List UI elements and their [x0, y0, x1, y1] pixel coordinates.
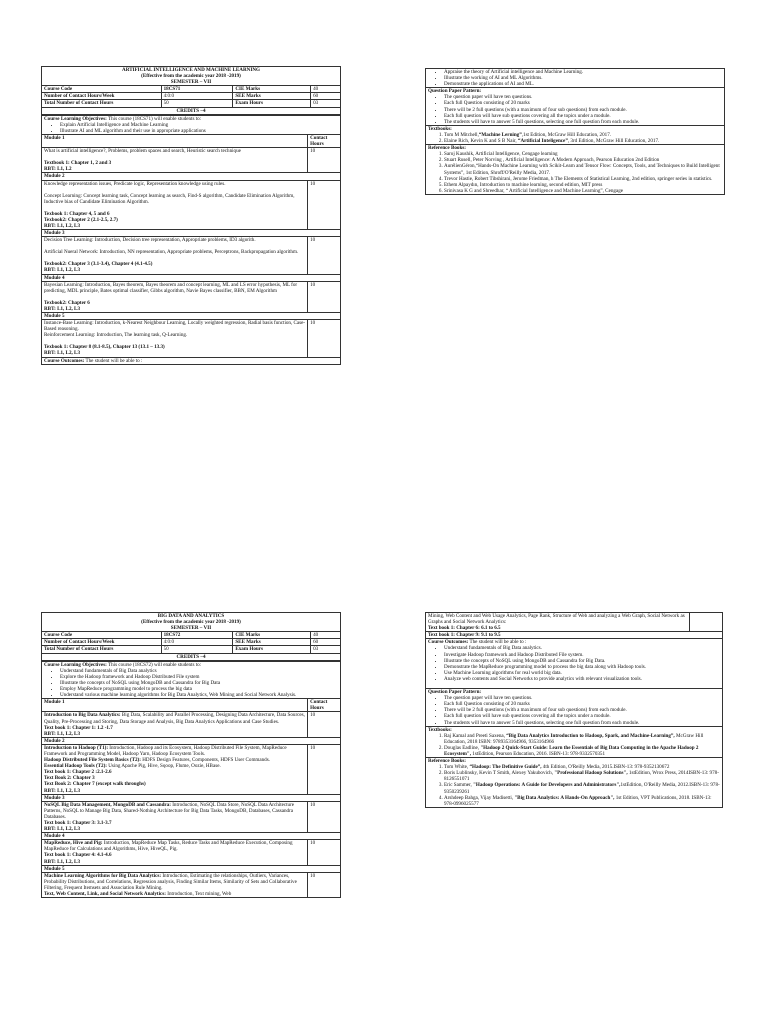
module-content: Instance-Base Learning: Introduction, k-Nearest Neighbour Learning, Locally weighted regression, Radial basis function, Case-Based reasoning.	[44, 320, 306, 333]
module-content: Introduction to Big Data Analytics: Big Data, Scalability and Parallel Processing, Designing Data Architecture, Data Sources, Quality, Pre-Processing and Storing, Data Storage and Analysis, Big Data Analytics Applications and Case Studies.	[44, 712, 305, 725]
module-hours: 10	[308, 180, 341, 230]
module-reference: Texbook 1: Chapter 8 (8.1-8.5), Chapter 13 (13.1 – 13.3)	[44, 344, 165, 351]
ai-textbooks	[426, 125, 725, 144]
outcomes-intro: The student will be able to :	[84, 357, 143, 364]
textbooks-heading: Textbooks:	[428, 726, 452, 733]
ai-course-title-cell	[42, 67, 341, 86]
module-heading: Module 5	[42, 313, 341, 320]
info-value: 03	[311, 646, 341, 653]
objectives-heading: Course Learning Objectives:	[44, 115, 107, 122]
module-heading: Module 1	[42, 134, 308, 147]
module-heading: Module 3	[42, 230, 341, 237]
objectives-intro: This course (18CS72) will enable students to:	[106, 661, 202, 668]
bd-syllabus-continuation	[425, 612, 723, 808]
info-value: 4:0:0	[161, 639, 233, 646]
list-item: • Analyze web contents and Social Networks to provide analytics with relevant visualization tools.	[444, 676, 720, 682]
module-reference: Text book 1: Chapter 9: 9.1 to 9.5	[426, 632, 723, 639]
module-row	[42, 148, 341, 173]
module-hours: 10	[308, 281, 341, 312]
list-item: 5. Ethem Alpaydın, Introduction to machine learning, second edition, MIT press	[444, 182, 722, 188]
module-rbt: RBT: L1, L2	[44, 166, 72, 173]
outcomes-list	[428, 645, 720, 682]
module-heading: Module 2	[42, 173, 341, 180]
question-pattern-list	[428, 695, 720, 725]
list-item: 2. Elaine Rich, Kevin K and S B Nair, “Artificial Inteligence”, 3rd Edition, McGraw Hill Education, 2017.	[444, 138, 722, 144]
list-item: • Illustrate the concepts of NoSQL using MongoDB and Cassandra for Big Data.	[444, 658, 720, 664]
ai-outcomes-heading	[42, 357, 341, 364]
list-item: 4. Trevor Hastie, Robert Tibshirani, Jerome Friedman, h The Elements of Statistical Learning, 2nd edition, springer series in statistics.	[444, 176, 722, 182]
module-hours: 10	[308, 148, 341, 173]
module-rbt: RBT: L1, L2, L3	[44, 787, 80, 794]
module-rbt: RBT: L1, L2, L3	[44, 305, 80, 312]
list-item: 4. Arshdeep Bahga, Vijay Madisetti, "Big Data Analytics: A Hands-On Approach", 1st Edition, VPT Publications, 2018. ISBN-13: 978-0996025577	[444, 795, 720, 807]
module-row	[42, 281, 341, 312]
module-heading: Module 4	[42, 833, 341, 840]
module-rbt: RBT: L1, L2, L3	[44, 267, 80, 274]
info-label: Course Code	[42, 86, 162, 93]
module-content: Introduction to Hadoop (T1): Introduction, Hadoop and its Ecosystem, Hadoop Distributed File System, MapReduce Framework and Programming Model, Hadoop Yarn, Hadoop Ecosystem Tools.	[44, 744, 287, 757]
outcomes-list	[428, 69, 722, 87]
bd-syllabus-page	[41, 612, 341, 1024]
list-item: 3. Eric Sammer, "Hadoop Operations: A Guide for Developers and Administrators",1stEdition, O'Reilly Media, 2012.ISBN-13: 978-9350239261	[444, 782, 720, 794]
objectives-heading: Course Learning Objectives:	[44, 661, 107, 668]
reference-books-heading: Reference Books:	[428, 145, 466, 152]
info-value: 40	[311, 86, 341, 93]
list-item: • The students will have to answer 5 full questions, selecting one full question from each module.	[444, 119, 722, 125]
module-hours: 10	[308, 712, 341, 737]
info-value: 50	[161, 100, 233, 107]
list-item: • Investigate Hadoop framework and Hadoop Distributed File system.	[444, 652, 720, 658]
outcomes-intro: The student will be able to :	[468, 639, 527, 646]
objectives-list	[44, 668, 338, 698]
list-item: 2. Douglas Eadline, "Hadoop 2 Quick-Start Guide: Learn the Essentials of Big Data Computing in the Apache Hadoop 2 Ecosystem", 1stEdition, Pearson Education, 2016. ISBN-13: 978-9332570351	[444, 745, 720, 757]
list-item: • There will be 2 full questions (with a maximum of four sub questions) from each module.	[444, 107, 722, 113]
ai-question-pattern	[426, 88, 725, 126]
list-item: • Demonstrate the MapReduce programming model to process the big data along with Hadoop tools.	[444, 664, 720, 670]
question-pattern-heading: Question Paper Pattern:	[428, 88, 482, 95]
bd-semester: SEMESTER – VII	[170, 625, 212, 632]
info-label: CIE Marks	[233, 632, 311, 639]
module-rbt: RBT: L1, L2, L3	[44, 826, 80, 833]
list-item: 2. Stuart Rusell, Peter Norving , Artificial Intelligence: A Modern Approach, Pearson Education 2nd Edition	[444, 157, 722, 163]
bd-info-row	[42, 632, 341, 639]
module-content: Decision Tree Learning: Introduction, Decision tree representation, Appropriate problems, ID3 algorith.	[44, 237, 256, 244]
info-value: 60	[311, 639, 341, 646]
module-content: Concept Learning: Concept learning task, Concept learning as search, Find-S algorithm, Candidate Elimination Algorithm, Inductive bias of Candidate Elimination Algorithm.	[44, 192, 295, 205]
module-heading: Module 4	[42, 274, 341, 281]
bd-question-pattern	[426, 689, 723, 727]
list-item: • Explain Artificial Intelligence and Machine Learning	[60, 122, 338, 128]
module-row	[42, 320, 341, 357]
list-item: • Demonstrate the applications of AI and ML.	[444, 81, 722, 87]
ai-semester: SEMESTER – VII	[170, 79, 212, 86]
info-value: 03	[311, 100, 341, 107]
list-item: 1. Saroj Kaushik, Artificial Intelligence, Cengage learning	[444, 151, 722, 157]
list-item: 6. Srinivasa K G and Shreedhar, “ Artificial Intelligence and Machine Learning”, Cengage	[444, 188, 722, 194]
info-value: 4:0:0	[161, 93, 233, 100]
module-row	[42, 712, 341, 737]
module-content: Knowledge representation issues, Predicate logic, Representation knowledge using rules.	[44, 180, 226, 187]
module-reference: Text Book 2: Chapter 7 (except walk throughs)	[44, 781, 146, 788]
question-pattern-heading: Question Paper Pattern:	[428, 689, 482, 696]
info-value: 50	[161, 646, 233, 653]
bd-continuation-table	[425, 612, 723, 808]
module-heading: Module 1	[42, 699, 308, 712]
info-label: Total Number of Contact Hours	[42, 646, 162, 653]
ai-info-row	[42, 93, 341, 100]
ai-continuation-table	[425, 68, 725, 195]
module-hours: 10	[308, 237, 341, 274]
module-rbt: RBT: L1, L2, L3	[44, 350, 80, 357]
info-label: Course Code	[42, 632, 162, 639]
module-content: Essential Hadoop Tools (T2): Using Apache Pig, Hive, Sqoop, Flume, Oozie, HBase.	[44, 763, 221, 770]
ai-course-title: ARTIFICIAL INTELLIGENCE AND MACHINE LEARNING	[122, 67, 260, 73]
list-item: 3. AurélienGéron,“Hands-On Machine Learning with Scikit-Learn and Tensor Flow: Concepts, Tools, and Techniques to Build Intelligent Systems”, 1st Edition, Shroff/O'Reilly Media, 2017.	[444, 163, 722, 175]
list-item: • Illustrate the working of AI and ML Algorithms.	[444, 75, 722, 81]
bd-reference-books	[426, 758, 723, 808]
info-label: Number of Contact Hours/Week	[42, 639, 162, 646]
module-reference: Texbook2: Chapter 2 (2.1-2.5, 2.7)	[44, 216, 118, 223]
bd-info-row	[42, 646, 341, 653]
bd-objectives	[42, 661, 341, 699]
module-content: Machine Learning Algorithms for Big Data Analytics: Introduction, Estimating the relationships, Outliers, Variances, Probability Distributions, and Correlations, Regression analysis, Finding Similar Items, Similarity of Sets and Collaborative Filtering, Frequent Itemsets and Association Rule Mining.	[44, 872, 297, 891]
list-item: 1. Raj Kamal and Preeti Saxena, “Big Data Analytics Introduction to Hadoop, Spark, and Machine-Learning”, McGraw Hill Education, 2018 ISBN: 9789353164966, 9353164966	[444, 733, 720, 745]
info-value: 18CS71	[161, 86, 233, 93]
module-content: Hadoop Distributed File System Basics (T2): HDFS Design Features, Components, HDFS User Commands.	[44, 757, 270, 764]
list-item: • Appraise the theory of Artificial intelligence and Machine Learning.	[444, 69, 722, 75]
ai-effective-year: (Effective from the academic year 2018 -2019)	[141, 73, 241, 80]
module-reference: Text book 1: Chapter 4: 4.1-4.6	[44, 852, 112, 859]
bd-info-row	[42, 639, 341, 646]
reference-books-list	[428, 764, 720, 807]
contact-hours-heading: Contact Hours	[308, 699, 341, 712]
info-label: Exam Hours	[233, 100, 311, 107]
module-content: Mining, Web Content and Web Usage Analytics, Page Rank, Structure of Web and analyzing a Web Graph, Social Network as Graphs and Social Network Analytics:	[428, 613, 685, 626]
module-row	[42, 801, 341, 832]
ai-outcomes-list-cell	[426, 69, 725, 88]
bd-course-title-cell	[42, 613, 341, 632]
module-content: MapReduce, Hive and Pig: Introduction, MapReduce Map Tasks, Reduce Tasks and MapReduce Execution, Composing MapReduce for Calculations and Algorithms, Hive, HiveQL, Pig.	[44, 840, 293, 853]
ai-module-table	[41, 115, 341, 365]
ai-header-table	[41, 66, 341, 115]
module-hours: 10	[308, 872, 341, 897]
module-rbt: RBT: L1, L2, L3	[44, 858, 80, 865]
bd-course-title: BIG DATA AND ANALYTICS	[157, 613, 225, 619]
module-hours: 10	[308, 801, 341, 832]
list-item: 2. Boris Lublinsky, Kevin T Smith, Alexey Yakubovich, "Professional Hadoop Solutions", 1stEdition, Wrox Press, 2014ISBN-13: 978-8126551071	[444, 770, 720, 782]
objectives-list	[44, 122, 338, 134]
module-row	[42, 180, 341, 230]
list-item: • Use Machine Learning algorithms for real world big data.	[444, 670, 720, 676]
module-reference: Text book 1: Chapter 1: 1.2 -1.7	[44, 724, 113, 731]
list-item: • There will be 2 full questions (with a maximum of four sub questions) from each module.	[444, 707, 720, 713]
module-hours: 10	[308, 744, 341, 794]
bd-module5-continued	[426, 613, 690, 632]
module-hours: 10	[308, 320, 341, 357]
list-item: • Each full Question consisting of 20 marks	[444, 100, 722, 106]
list-item: • Each full question will have sub questions covering all the topics under a module.	[444, 113, 722, 119]
list-item: • Employ MapReduce programming model to process the big data	[60, 686, 338, 692]
module-reference: Textbook 1: Chapter 1, 2 and 3	[44, 160, 112, 167]
list-item: • The question paper will have ten questions.	[444, 695, 720, 701]
list-item: • The students will have to answer 5 full questions, selecting one full question from each module.	[444, 720, 720, 726]
ai-credits: CREDITS –4	[42, 107, 341, 114]
list-item: • The question paper will have ten questions.	[444, 94, 722, 100]
ai-objectives	[42, 115, 341, 134]
module-rbt: RBT: L1, L2, L3	[44, 222, 80, 229]
module-content: NoSQL Big Data Management, MongoDB and Cassandra: Introduction, NoSQL Data Store, NoSQL Data Architecture Patterns, NoSQL to Manage Big Data, Shared-Nothing Architecture for Big Data Tasks, MongoDB, Databases, Cassandra Databases.	[44, 801, 295, 820]
module-reference: Text Book 2: Chapter 3	[44, 775, 95, 782]
module-content: What is artificial intelligence?, Problems, problem spaces and search, Heuristic search technique	[44, 148, 241, 155]
bd-credits: CREDITS –4	[42, 653, 341, 660]
module-rbt: RBT: L1, L2, L3	[44, 730, 80, 737]
textbooks-heading: Textbooks:	[428, 125, 452, 132]
list-item: • Each full question will have sub questions covering all the topics under a module.	[444, 713, 720, 719]
module-row	[42, 872, 341, 897]
module-content: Bayesian Learning: Introduction, Bayes theorem, Bayes theorem and concept learning, ML and LS error hypothesis, ML for predicting, MDL principle, Bates optimal classifier, Gibbs algorithm, Navie Bayes classifier, BBN, EM Algorithm	[44, 281, 298, 294]
bd-textbooks	[426, 726, 723, 757]
module-heading: Module 5	[42, 865, 341, 872]
module-content: Artificial Nueral Network: Introduction, NN representation, Appropriate problems, Perceptrons, Backpropagation algorithm.	[44, 249, 299, 256]
module-content: Text, Web Content, Link, and Social Network Analytics: Introduction, Text mining, Web	[44, 891, 232, 898]
module-reference: Text book 1: Chapter 6: 6.1 to 6.5	[428, 625, 501, 632]
outcomes-heading: Course Outcomes:	[428, 639, 469, 646]
list-item: • Understand various machine learning algorithms for Big Data Analytics, Web Mining and Social Network Analysis.	[60, 692, 338, 698]
ai-syllabus-continuation	[425, 68, 725, 195]
reference-books-list	[428, 151, 722, 194]
list-item: • Understand fundamentals of Big Data analytics	[60, 668, 338, 674]
module-content: Reinforcement Learning: Introduction, The learning task, Q-Learning.	[44, 332, 188, 339]
list-item: • Illustrate the concepts of NoSQL using MongoDB and Cassandra for Big Data	[60, 680, 338, 686]
info-label: Number of Contact Hours/Week	[42, 93, 162, 100]
reference-books-heading: Reference Books:	[428, 758, 466, 765]
module-row	[42, 744, 341, 794]
outcomes-heading: Course Outcomes:	[44, 357, 85, 364]
module-reference: Texbook 1: Chapter 4, 5 and 6	[44, 210, 110, 217]
textbooks-list	[428, 132, 722, 144]
module-heading: Module 2	[42, 737, 341, 744]
list-item: • Explore the Hadoop framework and Hadoop Distributed File system	[60, 674, 338, 680]
objectives-intro: This course (18CS71) will enable students to:	[106, 115, 202, 122]
info-label: SEE Marks	[233, 639, 311, 646]
ai-info-row	[42, 100, 341, 107]
list-item: 1. Tom White, “Hadoop: The Definitive Guide”, 4th Edition, O'Reilly Media, 2015.ISBN-13: 978-9352130672	[444, 764, 720, 770]
contact-hours-heading: Contact Hours	[308, 134, 341, 147]
module-reference: Text book 1: Chapter 2 :2.1-2.6	[44, 769, 112, 776]
module-row	[42, 237, 341, 274]
ai-reference-books	[426, 145, 725, 195]
list-item: • Each full Question consisting of 20 marks	[444, 701, 720, 707]
module-reference: Texbook2: Chapter 3 (3.1-3.4), Chapter 4 (4.1-4.5)	[44, 261, 153, 268]
bd-outcomes	[426, 639, 723, 689]
module-reference: Texbook2: Chapter 6	[44, 299, 90, 306]
bd-header-table	[41, 612, 341, 661]
module-row	[42, 840, 341, 865]
info-label: Total Number of Contact Hours	[42, 100, 162, 107]
question-pattern-list	[428, 94, 722, 124]
bd-effective-year: (Effective from the academic year 2018 -2019)	[141, 619, 241, 626]
info-value: 60	[311, 93, 341, 100]
list-item: 1. Tom M Mitchell,“Machine Lerning”,1st Edition, McGraw Hill Education, 2017.	[444, 132, 722, 138]
textbooks-list	[428, 733, 720, 757]
info-value: 40	[311, 632, 341, 639]
module-reference: Text book 1: Chapter 3: 3.1-3.7	[44, 820, 112, 826]
list-item: • Illustrate AI and ML algorithm and their use in appropriate applications	[60, 128, 338, 134]
list-item: • Understand fundamentals of Big Data analytics.	[444, 645, 720, 651]
info-value: 18CS72	[161, 632, 233, 639]
ai-info-row	[42, 86, 341, 93]
info-label: SEE Marks	[233, 93, 311, 100]
info-label: CIE Marks	[233, 86, 311, 93]
ai-syllabus-page	[41, 66, 341, 365]
module-hours: 10	[308, 840, 341, 865]
module-heading: Module 3	[42, 794, 341, 801]
bd-module-table	[41, 661, 341, 898]
info-label: Exam Hours	[233, 646, 311, 653]
